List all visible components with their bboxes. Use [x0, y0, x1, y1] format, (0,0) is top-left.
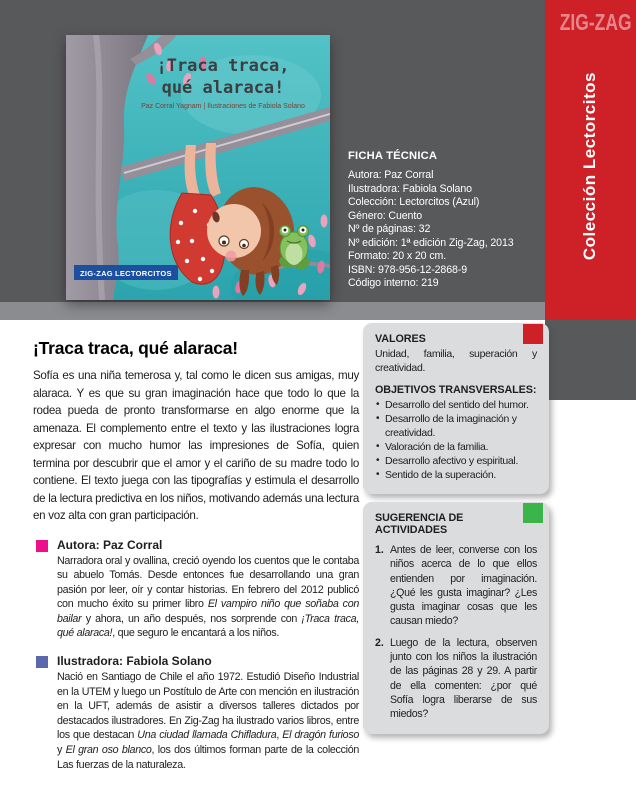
author-section — [33, 538, 359, 642]
illustrator-heading: Ilustradora: Fabiola Solano — [57, 654, 212, 669]
book-title: ¡Traca traca, qué alaraca! — [33, 338, 238, 358]
activity-item — [375, 636, 537, 722]
objetivos-heading: OBJETIVOS TRANSVERSALES: — [375, 384, 537, 396]
valores-heading: VALORES — [375, 333, 426, 345]
main-column — [33, 338, 359, 772]
book-cover — [66, 35, 330, 300]
objetivo-item: • Desarrollo afectivo y espiritual. — [375, 454, 537, 468]
cover-illustration — [66, 35, 330, 300]
frog-character — [277, 226, 311, 272]
author-bio: Narradora oral y ovallina, creció oyendo los cuentos que le contaba su abuelo Tomás. Desde entonces fue desarrollando una gran pasión por leer, oír y contar historias. En febrero del 2012 publicó con mucho éxito su primer libro El vampiro niño que soñaba con bailar y ahora, un año después, nos sorprende con ¡Traca traca, qué alaraca!, que seguro le encantará a los niños. — [57, 554, 359, 640]
objetivo-item: • Desarrollo del sentido del humor. — [375, 398, 537, 412]
collection-sidebar — [545, 0, 636, 320]
illustrator-color-square — [36, 656, 48, 668]
collection-vertical-label: Colección Lectorcitos — [579, 72, 599, 261]
author-heading: Autora: Paz Corral — [57, 537, 163, 552]
ficha-line-formato: Formato: 20 x 20 cm. — [348, 250, 447, 262]
activity-item — [375, 543, 537, 629]
author-body — [57, 538, 359, 642]
imprint-zigzag-label: ZIG-ZAG — [80, 269, 113, 278]
zigzag-logo: ZIG-ZAG — [560, 9, 632, 35]
banner-bottom-strip — [0, 302, 545, 320]
valores-text: Unidad, familia, superación y creatividad. — [375, 348, 537, 374]
illustrator-bio: Nació en Santiago de Chile el año 1972. Estudió Diseño Industrial en la UTEM y luego un Postítulo de Arte con mención en ilustración en la UFT, además de asistir a diversos talleres dictados por destacados ilustradores. En Zig-Zag ha ilustrado varios libros, entre los que destacan Una ciudad llamada Chifladura, El dragón furioso y El gran oso blanco, los dos últimos forman parte de la colección Las fuerzas de la naturaleza. — [57, 671, 360, 771]
imprint-band — [74, 265, 178, 280]
activity-number: 2. — [375, 636, 384, 649]
ficha-heading: FICHA TÉCNICA — [348, 150, 438, 162]
ficha-line-genero: Género: Cuento — [348, 209, 422, 222]
actividades-box — [363, 502, 549, 734]
valores-corner-square — [523, 324, 543, 344]
ficha-line-isbn: ISBN: 978-956-12-2868-9 — [348, 263, 468, 276]
cover-title-line2: qué alaraca! — [161, 78, 285, 98]
imprint-collection-label: LECTORCITOS — [115, 269, 172, 278]
author-color-square — [36, 540, 48, 552]
ficha-line-ilustradora: Ilustradora: Fabiola Solano — [348, 182, 472, 195]
sidebar-gray-tail — [545, 320, 636, 400]
ficha-line-paginas: Nº de páginas: 32 — [348, 223, 431, 235]
ficha-tecnica — [348, 150, 544, 291]
objetivo-item: • Sentido de la superación. — [375, 468, 537, 482]
ficha-line-autora: Autora: Paz Corral — [348, 169, 434, 181]
cover-title-line1: ¡Traca traca, — [156, 56, 290, 76]
objetivos-list — [375, 398, 537, 482]
actividades-corner-square — [523, 503, 543, 523]
ficha-line-codigo: Código interno: 219 — [348, 277, 439, 289]
objetivo-item: • Desarrollo de la imaginación y creatividad. — [375, 412, 537, 440]
cover-byline: Paz Corral Yagnam | Ilustraciones de Fabiola Solano — [141, 103, 305, 110]
objetivo-item: • Valoración de la familia. — [375, 440, 537, 454]
activity-text: Antes de leer, converse con los niños acerca de lo que ellos entienden por imaginación. ¿Qué les gusta imaginar? ¿Les gusta imaginar cosas que les causan miedo? — [390, 544, 537, 628]
activity-number: 1. — [375, 544, 384, 556]
book-summary: Sofía es una niña temerosa y, tal como le dicen sus amigas, muy alaraca. Y es que su gran imaginación hace que todo lo que la rodea pueda de pronto transformarse en algo enorme que la amenaza. El complemento entre el texto y las ilustraciones logra expresar con mucho humor las impresiones de Sofía, quien termina por descubrir que el amor y el cariño de su madre todo lo contiene. El texto juega con las tipografías y estimula el desarrollo de la lectura predictiva en los niños, motivando además una lectura en voz alta con gran participación. — [33, 369, 359, 522]
valores-box — [363, 323, 549, 494]
ficha-line-coleccion: Colección: Lectorcitos (Azul) — [348, 196, 480, 208]
illustrator-section — [33, 654, 359, 772]
ficha-line-edicion: Nº edición: 1ª edición Zig-Zag, 2013 — [348, 236, 514, 249]
illustrator-body — [57, 654, 359, 772]
actividades-heading: SUGERENCIA DE ACTIVIDADES — [375, 512, 464, 536]
activity-text: Luego de la lectura, observen junto con los niños la ilustración de las páginas 28 y 29. A partir de ella comenten: ¿por qué Sofía logra liberarse de sus miedos? — [390, 636, 537, 721]
